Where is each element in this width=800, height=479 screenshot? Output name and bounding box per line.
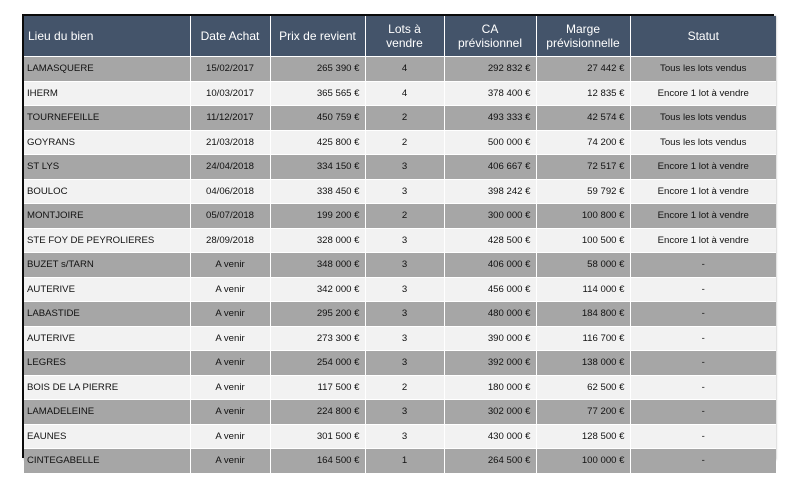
- cell-date: 05/07/2018: [190, 204, 270, 229]
- table-row: [24, 81, 776, 106]
- table-row: [24, 449, 776, 473]
- cell-prix: 338 450 €: [270, 179, 365, 204]
- header-lieu: Lieu du bien: [24, 16, 190, 57]
- cell-marge: 27 442 €: [536, 57, 630, 82]
- cell-lieu: LEGRES: [24, 351, 190, 376]
- cell-statut: -: [630, 253, 776, 278]
- table-row: [24, 326, 776, 351]
- cell-lieu: AUTERIVE: [24, 326, 190, 351]
- cell-statut: -: [630, 351, 776, 376]
- cell-prix: 199 200 €: [270, 204, 365, 229]
- cell-ca: 406 667 €: [444, 155, 536, 180]
- cell-ca: 493 333 €: [444, 106, 536, 131]
- cell-ca: 500 000 €: [444, 130, 536, 155]
- cell-ca: 390 000 €: [444, 326, 536, 351]
- cell-lieu: EAUNES: [24, 424, 190, 449]
- cell-lots: 3: [365, 228, 444, 253]
- cell-lieu: LAMASQUERE: [24, 57, 190, 82]
- cell-date: 24/04/2018: [190, 155, 270, 180]
- cell-ca: 378 400 €: [444, 81, 536, 106]
- cell-ca: 456 000 €: [444, 277, 536, 302]
- cell-ca: 302 000 €: [444, 400, 536, 425]
- cell-statut: -: [630, 449, 776, 473]
- cell-prix: 265 390 €: [270, 57, 365, 82]
- cell-lots: 4: [365, 57, 444, 82]
- cell-prix: 348 000 €: [270, 253, 365, 278]
- cell-lots: 3: [365, 277, 444, 302]
- cell-ca: 392 000 €: [444, 351, 536, 376]
- table-row: [24, 302, 776, 327]
- cell-statut: -: [630, 277, 776, 302]
- table-row: [24, 253, 776, 278]
- cell-marge: 138 000 €: [536, 351, 630, 376]
- table-row: [24, 204, 776, 229]
- cell-date: 11/12/2017: [190, 106, 270, 131]
- cell-date: 21/03/2018: [190, 130, 270, 155]
- cell-date: 28/09/2018: [190, 228, 270, 253]
- cell-prix: 295 200 €: [270, 302, 365, 327]
- table-row: [24, 155, 776, 180]
- cell-date: A venir: [190, 253, 270, 278]
- cell-lots: 3: [365, 400, 444, 425]
- table-body: [24, 57, 776, 473]
- cell-ca: 300 000 €: [444, 204, 536, 229]
- cell-prix: 224 800 €: [270, 400, 365, 425]
- cell-date: A venir: [190, 424, 270, 449]
- cell-date: A venir: [190, 277, 270, 302]
- cell-marge: 62 500 €: [536, 375, 630, 400]
- cell-prix: 273 300 €: [270, 326, 365, 351]
- cell-lots: 3: [365, 179, 444, 204]
- cell-ca: 480 000 €: [444, 302, 536, 327]
- cell-lots: 3: [365, 302, 444, 327]
- cell-date: A venir: [190, 375, 270, 400]
- cell-marge: 100 800 €: [536, 204, 630, 229]
- cell-marge: 59 792 €: [536, 179, 630, 204]
- cell-prix: 117 500 €: [270, 375, 365, 400]
- cell-lieu: LABASTIDE: [24, 302, 190, 327]
- header-ca: CA prévisionnel: [444, 16, 536, 57]
- cell-statut: -: [630, 302, 776, 327]
- cell-marge: 100 500 €: [536, 228, 630, 253]
- cell-marge: 12 835 €: [536, 81, 630, 106]
- cell-statut: Encore 1 lot à vendre: [630, 81, 776, 106]
- table-row: [24, 228, 776, 253]
- cell-statut: -: [630, 375, 776, 400]
- cell-date: 10/03/2017: [190, 81, 270, 106]
- cell-marge: 184 800 €: [536, 302, 630, 327]
- cell-ca: 292 832 €: [444, 57, 536, 82]
- cell-statut: -: [630, 400, 776, 425]
- cell-lots: 2: [365, 130, 444, 155]
- cell-statut: -: [630, 424, 776, 449]
- cell-statut: -: [630, 326, 776, 351]
- cell-date: A venir: [190, 449, 270, 473]
- cell-marge: 42 574 €: [536, 106, 630, 131]
- header-date: Date Achat: [190, 16, 270, 57]
- cell-lieu: BOIS DE LA PIERRE: [24, 375, 190, 400]
- table-row: [24, 277, 776, 302]
- cell-date: 04/06/2018: [190, 179, 270, 204]
- cell-ca: 430 000 €: [444, 424, 536, 449]
- property-table-frame: [22, 14, 774, 467]
- cell-lots: 3: [365, 155, 444, 180]
- table-row: [24, 375, 776, 400]
- cell-lieu: BOULOC: [24, 179, 190, 204]
- table-row: [24, 130, 776, 155]
- cell-prix: 365 565 €: [270, 81, 365, 106]
- header-lots: Lots à vendre: [365, 16, 444, 57]
- property-table: [24, 16, 776, 473]
- cell-lieu: CINTEGABELLE: [24, 449, 190, 473]
- cell-marge: 116 700 €: [536, 326, 630, 351]
- cell-marge: 58 000 €: [536, 253, 630, 278]
- cell-lieu: TOURNEFEILLE: [24, 106, 190, 131]
- cell-ca: 264 500 €: [444, 449, 536, 473]
- table-row: [24, 57, 776, 82]
- header-row: [24, 16, 776, 57]
- cell-lots: 3: [365, 326, 444, 351]
- cell-prix: 450 759 €: [270, 106, 365, 131]
- cell-lots: 3: [365, 351, 444, 376]
- cell-lieu: BUZET s/TARN: [24, 253, 190, 278]
- cell-prix: 425 800 €: [270, 130, 365, 155]
- cell-statut: Encore 1 lot à vendre: [630, 228, 776, 253]
- cell-statut: Tous les lots vendus: [630, 57, 776, 82]
- cell-date: A venir: [190, 302, 270, 327]
- table-row: [24, 424, 776, 449]
- cell-lots: 3: [365, 424, 444, 449]
- cell-statut: Encore 1 lot à vendre: [630, 179, 776, 204]
- cell-date: 15/02/2017: [190, 57, 270, 82]
- cell-lieu: MONTJOIRE: [24, 204, 190, 229]
- cell-lots: 2: [365, 375, 444, 400]
- cell-marge: 100 000 €: [536, 449, 630, 473]
- cell-lots: 3: [365, 253, 444, 278]
- cell-marge: 72 517 €: [536, 155, 630, 180]
- cell-lieu: GOYRANS: [24, 130, 190, 155]
- cell-statut: Tous les lots vendus: [630, 130, 776, 155]
- cell-statut: Encore 1 lot à vendre: [630, 204, 776, 229]
- header-marge: Marge prévisionnelle: [536, 16, 630, 57]
- cell-prix: 164 500 €: [270, 449, 365, 473]
- cell-statut: Encore 1 lot à vendre: [630, 155, 776, 180]
- cell-prix: 334 150 €: [270, 155, 365, 180]
- cell-lieu: LAMADELEINE: [24, 400, 190, 425]
- cell-ca: 398 242 €: [444, 179, 536, 204]
- cell-prix: 342 000 €: [270, 277, 365, 302]
- cell-date: A venir: [190, 326, 270, 351]
- cell-lieu: STE FOY DE PEYROLIERES: [24, 228, 190, 253]
- cell-marge: 74 200 €: [536, 130, 630, 155]
- cell-prix: 301 500 €: [270, 424, 365, 449]
- cell-marge: 77 200 €: [536, 400, 630, 425]
- cell-lots: 2: [365, 204, 444, 229]
- table-row: [24, 179, 776, 204]
- cell-statut: Tous les lots vendus: [630, 106, 776, 131]
- cell-date: A venir: [190, 351, 270, 376]
- cell-date: A venir: [190, 400, 270, 425]
- cell-lieu: AUTERIVE: [24, 277, 190, 302]
- header-statut: Statut: [630, 16, 776, 57]
- header-prix: Prix de revient: [270, 16, 365, 57]
- cell-lots: 4: [365, 81, 444, 106]
- table-row: [24, 106, 776, 131]
- table-row: [24, 351, 776, 376]
- cell-lieu: ST LYS: [24, 155, 190, 180]
- cell-marge: 114 000 €: [536, 277, 630, 302]
- cell-prix: 328 000 €: [270, 228, 365, 253]
- cell-lots: 2: [365, 106, 444, 131]
- cell-lots: 1: [365, 449, 444, 473]
- cell-ca: 428 500 €: [444, 228, 536, 253]
- cell-ca: 406 000 €: [444, 253, 536, 278]
- table-row: [24, 400, 776, 425]
- cell-prix: 254 000 €: [270, 351, 365, 376]
- cell-marge: 128 500 €: [536, 424, 630, 449]
- cell-lieu: IHERM: [24, 81, 190, 106]
- cell-ca: 180 000 €: [444, 375, 536, 400]
